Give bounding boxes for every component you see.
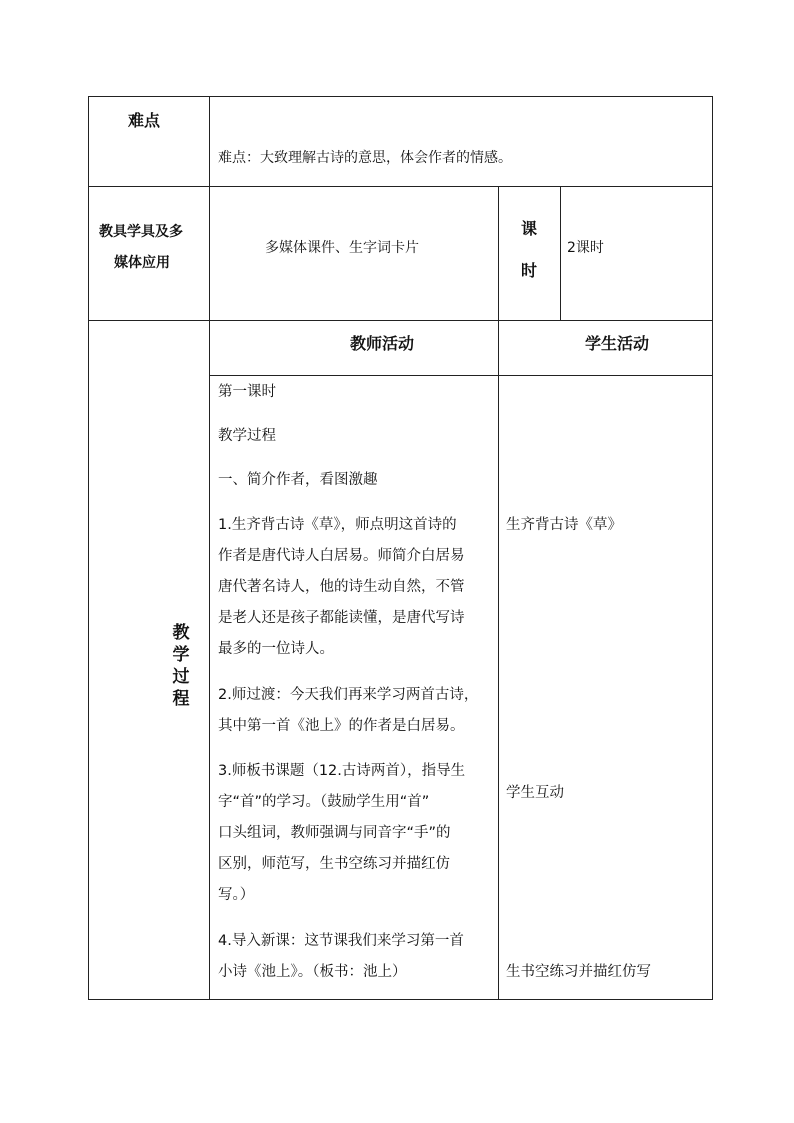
table-border-bottom — [88, 999, 713, 1000]
teacher-line: 教学过程 — [218, 428, 276, 444]
process-label-char: 学 — [172, 645, 190, 665]
materials-label-line1: 教具学具及多 — [99, 224, 183, 240]
teacher-line: 3.师板书课题（12.古诗两首），指导生 — [218, 763, 466, 779]
process-label-char: 教 — [172, 623, 190, 643]
row-divider-2 — [88, 320, 713, 321]
hours-column-divider-right — [560, 186, 561, 320]
process-label-char: 程 — [172, 689, 190, 709]
teacher-line: 唐代著名诗人，他的诗生动自然，不管 — [218, 579, 465, 595]
materials-content: 多媒体课件、生字词卡片 — [265, 240, 419, 256]
difficulty-label: 难点 — [128, 111, 161, 130]
teacher-activity-header: 教师活动 — [350, 334, 415, 353]
student-line: 生齐背古诗《草》 — [506, 517, 622, 533]
teacher-line: 最多的一位诗人。 — [218, 641, 334, 657]
teacher-line: 口头组词，教师强调与同音字“手”的 — [218, 825, 451, 841]
table-border-right — [712, 96, 713, 1000]
row-divider-1 — [88, 186, 713, 187]
teacher-line: 一、简介作者，看图激趣 — [218, 472, 378, 488]
hours-column-divider-left — [498, 186, 499, 320]
teacher-line: 字“首”的学习。（鼓励学生用“首” — [218, 794, 430, 810]
table-border-left — [88, 96, 89, 1000]
header-divider — [209, 375, 713, 376]
materials-label-line2: 媒体应用 — [114, 255, 170, 271]
teacher-line: 4.导入新课：这节课我们来学习第一首 — [218, 933, 464, 949]
process-label — [170, 622, 192, 710]
teacher-line: 区别，师范写，生书空练习并描红仿 — [218, 856, 450, 872]
teacher-line: 2.师过渡：今天我们再来学习两首古诗， — [218, 687, 479, 703]
table-border-top — [88, 96, 713, 97]
activity-column-divider — [498, 320, 499, 1000]
process-label-char: 过 — [172, 667, 190, 687]
teacher-line: 是老人还是孩子都能读懂，是唐代写诗 — [218, 610, 465, 626]
teacher-line: 小诗《池上》。（板书：池上） — [218, 964, 407, 980]
teacher-line: 其中第一首《池上》的作者是白居易。 — [218, 718, 465, 734]
label-column-divider — [209, 96, 210, 1000]
teacher-line: 写。） — [218, 887, 255, 903]
teacher-line: 第一课时 — [218, 384, 276, 400]
hours-value: 2课时 — [567, 240, 604, 256]
teacher-line: 1.生齐背古诗《草》，师点明这首诗的 — [218, 517, 457, 533]
student-line: 学生互动 — [506, 785, 564, 801]
hours-label-1: 课 — [521, 219, 538, 238]
student-line: 生书空练习并描红仿写 — [506, 964, 651, 980]
teacher-line: 作者是唐代诗人白居易。师简介白居易 — [218, 548, 465, 564]
student-activity-header: 学生活动 — [585, 334, 650, 353]
hours-label-2: 时 — [521, 261, 538, 280]
difficulty-content: 难点：大致理解古诗的意思，体会作者的情感。 — [218, 150, 512, 166]
